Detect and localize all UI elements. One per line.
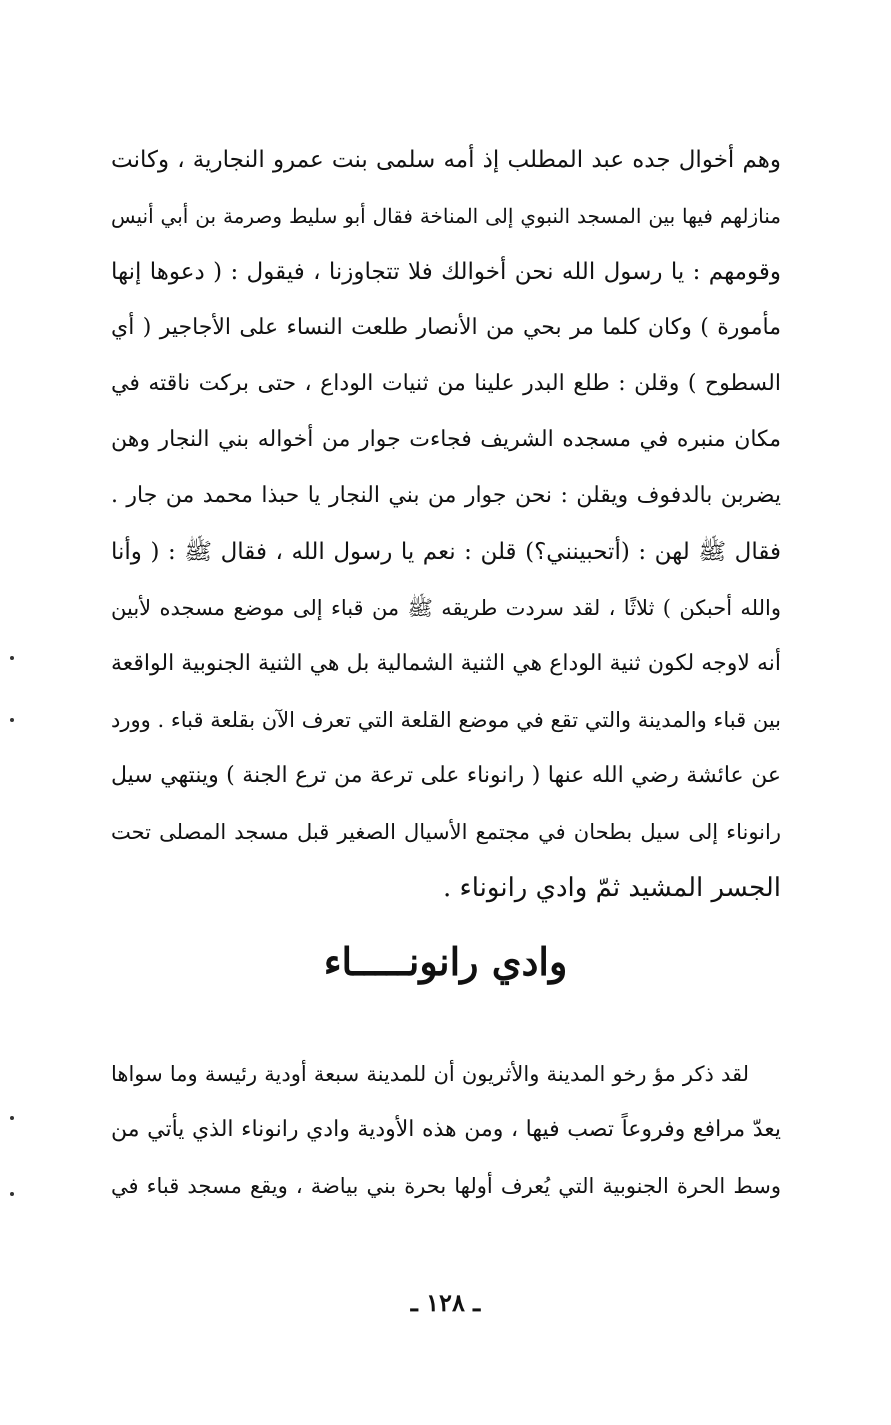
text-line: يضربن بالدفوف ويقلن : نحن جوار من بني النجار يا حبذا محمد من جار . [111,483,781,508]
text-line: منازلهم فيها بين المسجد النبوي إلى المناخة فقال أبو سليط وصرمة بن أبي أنيس [111,204,781,228]
text-line: مأمورة ) وكان كلما مر بحي من الأنصار طلعت النساء على الأجاجير ( أي [111,315,781,340]
text-line: يعدّ مرافع وفروعاً تصب فيها ، ومن هذه الأودية وادي رانوناء الذي يأتي من [111,1117,781,1142]
text-line: لقد ذكر مؤ رخو المدينة والأثريون أن للمدينة سبعة أودية رئيسة وما سواها [111,1062,749,1086]
page-number: ـ ١٢٨ ـ [410,1288,481,1317]
text-line: الجسر المشيد ثمّ وادي رانوناء . [443,873,781,903]
text-line: رانوناء إلى سيل بطحان في مجتمع الأسيال الصغير قبل مسجد المصلى تحت [111,820,781,844]
text-line: عن عائشة رضي الله عنها ( رانوناء على ترعة من ترع الجنة ) وينتهي سيل [111,763,781,788]
margin-speck [10,1116,14,1120]
text-line: بين قباء والمدينة والتي تقع في موضع القلعة التي تعرف الآن بقلعة قباء . وورد [111,708,781,732]
margin-speck [10,656,14,660]
text-line: أنه لاوجه لكون ثنية الوداع هي الثنية الشمالية بل هي الثنية الجنوبية الواقعة [111,651,781,676]
margin-speck [10,718,14,722]
text-line: والله أحبكن ) ثلاثًا ، لقد سردت طريقه ﷺ من قباء إلى موضع مسجده لأبين [111,596,781,620]
text-line: وقومهم : يا رسول الله نحن أخوالك فلا تتجاوزنا ، فيقول : ( دعوها إنها [111,259,781,285]
text-line: وسط الحرة الجنوبية التي يُعرف أولها بحرة بني بياضة ، ويقع مسجد قباء في [111,1174,781,1198]
text-line: وهم أخوال جده عبد المطلب إذ أمه سلمى بنت عمرو النجارية ، وكانت [111,147,781,173]
text-line: مكان منبره في مسجده الشريف فجاءت جوار من أخواله بني النجار وهن [111,427,781,452]
margin-speck [10,1192,14,1196]
section-heading: وادي رانونـــــاء [323,939,568,984]
text-line: فقال ﷺ لهن : (أتحبينني؟) قلن : نعم يا رسول الله ، فقال ﷺ : ( وأنا [111,539,781,565]
text-line: السطوح ) وقلن : طلع البدر علينا من ثنيات الوداع ، حتى بركت ناقته في [111,371,781,396]
